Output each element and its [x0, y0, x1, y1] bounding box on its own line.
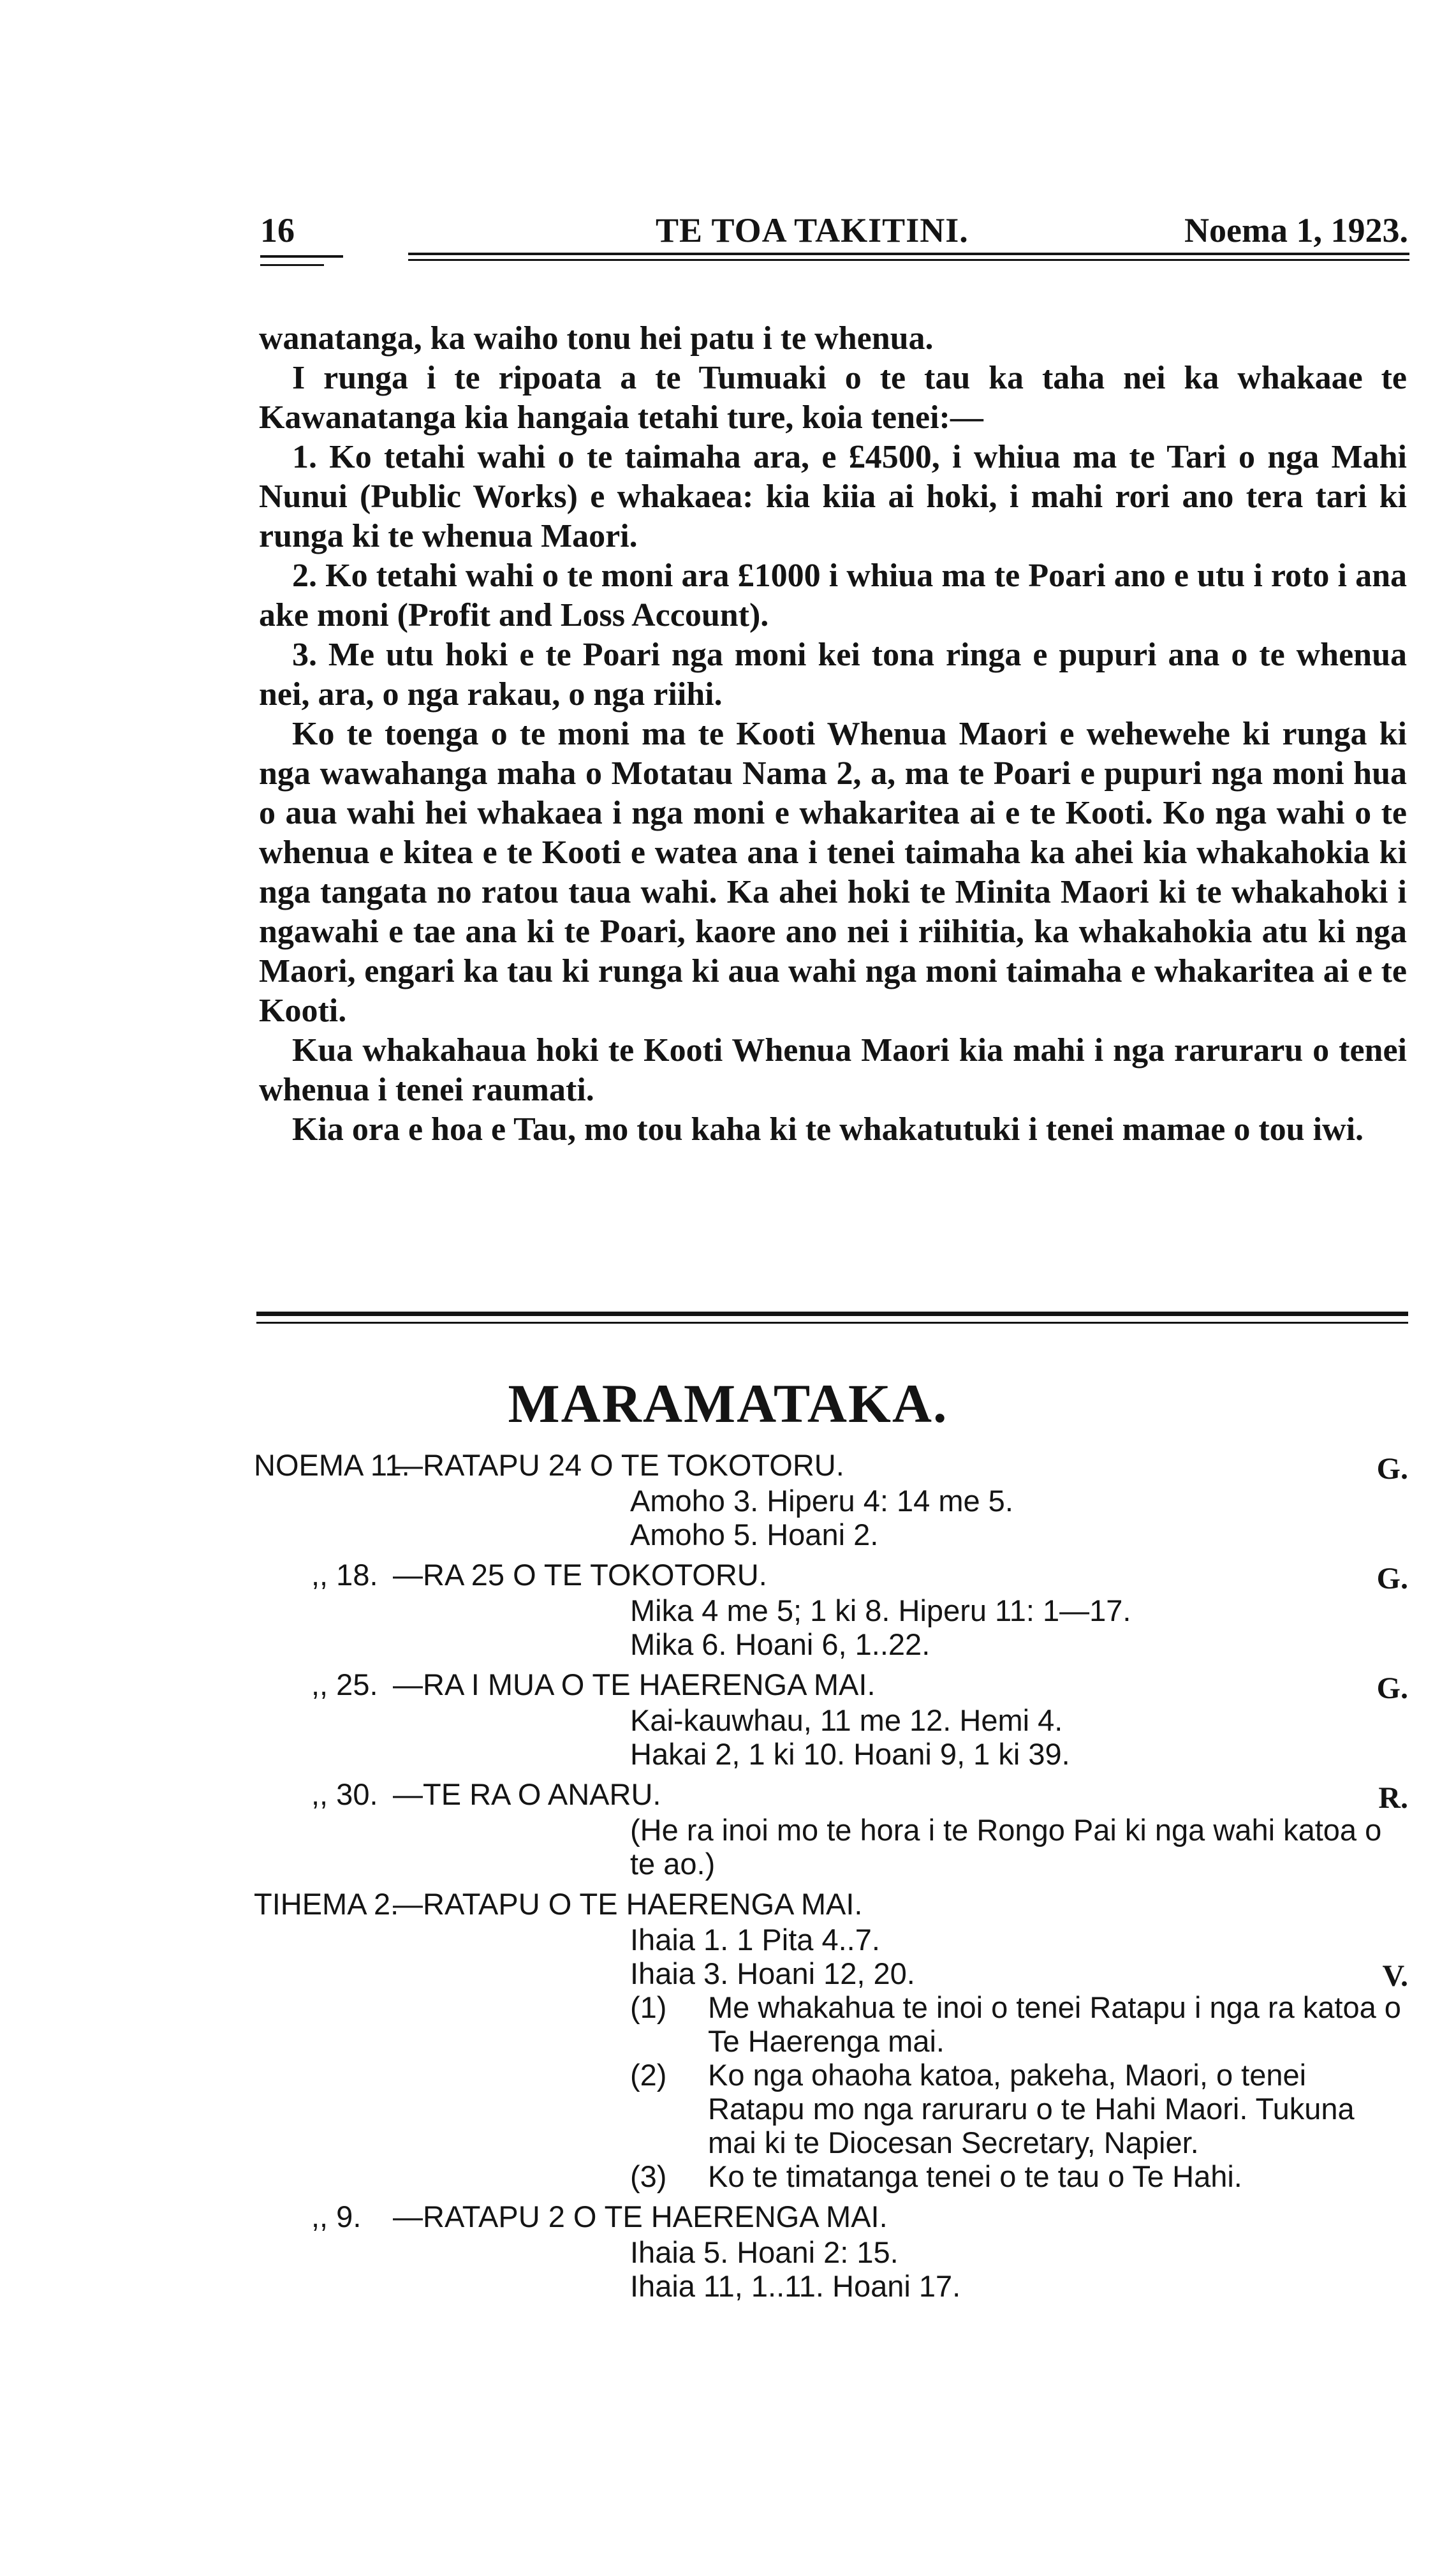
- liturgical-color: G.: [1376, 1452, 1408, 1486]
- entry-date: NOEMA 11.: [254, 1448, 410, 1482]
- note-text: Ko te timatanga tenei o te tau o Te Hahi.: [708, 2159, 1242, 2193]
- entry-date: ,, 9.: [311, 2200, 362, 2233]
- reading: Ihaia 5. Hoani 2: 15.: [630, 2235, 899, 2269]
- header-rule-main: [408, 253, 1409, 255]
- reading: Mika 4 me 5; 1 ki 8. Hiperu 11: 1—17.: [630, 1594, 1131, 1627]
- reading: Kai-kauwhau, 11 me 12. Hemi 4.: [630, 1703, 1063, 1737]
- paragraph: 3. Me utu hoki e te Poari nga moni kei tona ringa e pupuri ana o te whenua nei, ara, o nga rakau, o nga riihi.: [259, 637, 1407, 713]
- entry-date: ,, 18.: [311, 1558, 378, 1592]
- reading: Mika 6. Hoani 6, 1..22.: [630, 1627, 930, 1661]
- article-body: [259, 319, 1407, 1150]
- reading: Ihaia 3. Hoani 12, 20.: [630, 1957, 915, 1990]
- reading: Amoho 5. Hoani 2.: [630, 1518, 879, 1551]
- note-text: Me whakahua te inoi o tenei Ratapu i nga ra katoa o Te Haerenga mai.: [708, 1990, 1401, 2058]
- paragraph: wanatanga, ka waiho tonu hei patu i te whenua.: [259, 320, 934, 357]
- entry-date: ,, 30.: [311, 1777, 378, 1811]
- paragraph: Kua whakahaua hoki te Kooti Whenua Maori kia mahi i nga raruraru o tenei whenua i tenei raumati.: [259, 1032, 1407, 1108]
- calendar-entry: [254, 2200, 1408, 2303]
- calendar-title: MARAMATAKA.: [508, 1373, 948, 1434]
- entry-heading: —RATAPU O TE HAERENGA MAI.: [393, 1887, 863, 1921]
- issue-date: Noema 1, 1923.: [1184, 211, 1408, 249]
- entry-heading: —RATAPU 2 O TE HAERENGA MAI.: [393, 2200, 888, 2233]
- section-rule-thin: [256, 1322, 1408, 1324]
- reading-row: [254, 1957, 1408, 1993]
- note-number: (1): [630, 1990, 667, 2024]
- numbered-note: [254, 2058, 1408, 2159]
- calendar-entry: [254, 1777, 1408, 1881]
- paragraph: 1. Ko tetahi wahi o te taimaha ara, e £4500, i whiua ma te Tari o nga Mahi Nunui (Public Works) e whakaea: kia kiia ai hoki, i mahi rori ano tera tari ki runga ki te whenua Maori.: [259, 439, 1407, 554]
- publication-title: TE TOA TAKITINI.: [656, 211, 969, 249]
- header-rule-short: [260, 264, 324, 266]
- note-number: (2): [630, 2058, 667, 2092]
- calendar: [254, 1448, 1408, 2309]
- calendar-entry: [254, 1887, 1408, 2193]
- reading: Ihaia 11, 1..11. Hoani 17.: [630, 2269, 961, 2303]
- paragraph: Kia ora e hoa e Tau, mo tou kaha ki te whakatutuki i tenei mamae o tou iwi.: [292, 1111, 1364, 1148]
- entry-date: ,, 25.: [311, 1668, 378, 1701]
- calendar-entry: [254, 1668, 1408, 1771]
- entry-date: TIHEMA 2.: [254, 1887, 399, 1921]
- calendar-entry: [254, 1558, 1408, 1661]
- entry-heading: —RATAPU 24 O TE TOKOTORU.: [393, 1448, 844, 1482]
- reading: Amoho 3. Hiperu 4: 14 me 5.: [630, 1484, 1013, 1518]
- entry-heading: —RA 25 O TE TOKOTORU.: [393, 1558, 767, 1592]
- paragraph: 2. Ko tetahi wahi o te moni ara £1000 i whiua ma te Poari ano e utu i roto i ana ake moni (Profit and Loss Account).: [259, 558, 1407, 633]
- page-number: 16: [260, 211, 295, 249]
- numbered-note: [254, 2159, 1408, 2193]
- paragraph: Ko te toenga o te moni ma te Kooti Whenua Maori e wehewehe ki runga ki nga wawahanga maha o Motatau Nama 2, a, ma te Poari e pupuri nga moni hua o aua wahi hei whakaea i nga moni e whakaritea ai e te Kooti. Ko nga wahi o te whenua e kitea e te Kooti e watea ana i tenei taimaha ka ahei kia whakahokia ki nga tangata no ratou taua wahi. Ka ahei hoki te Minita Maori ki te whakahoki i ngawahi e tae ana ki te Poari, kaore ano nei i riihitia, ka whakahokia atu ki nga Maori, engari ka tau ki runga ki aua wahi nga moni taimaha e whakaritea ai e te Kooti.: [259, 716, 1407, 1029]
- reading: Ihaia 1. 1 Pita 4..7.: [630, 1923, 880, 1957]
- entry-note: (He ra inoi mo te hora i te Rongo Pai ki nga wahi katoa o te ao.): [630, 1813, 1382, 1881]
- liturgical-color: G.: [1376, 1562, 1408, 1595]
- calendar-entry: [254, 1448, 1408, 1551]
- liturgical-color: V.: [1382, 1959, 1408, 1993]
- paragraph: I runga i te ripoata a te Tumuaki o te tau ka taha nei ka whakaae te Kawanatanga kia hangaia tetahi ture, koia tenei:—: [259, 360, 1407, 436]
- section-rule-thick: [256, 1312, 1408, 1316]
- numbered-note: [254, 1990, 1408, 2058]
- entry-heading: —TE RA O ANARU.: [393, 1777, 661, 1811]
- header-rule-left: [260, 255, 343, 258]
- entry-heading: —RA I MUA O TE HAERENGA MAI.: [393, 1668, 876, 1701]
- note-number: (3): [630, 2159, 667, 2193]
- liturgical-color: G.: [1376, 1671, 1408, 1705]
- liturgical-color: R.: [1378, 1781, 1408, 1815]
- reading: Hakai 2, 1 ki 10. Hoani 9, 1 ki 39.: [630, 1737, 1070, 1771]
- header-rule-main-2: [408, 259, 1409, 261]
- note-text: Ko nga ohaoha katoa, pakeha, Maori, o tenei Ratapu mo nga raruraru o te Hahi Maori. Tukuna mai ki te Diocesan Secretary, Napier.: [708, 2058, 1355, 2159]
